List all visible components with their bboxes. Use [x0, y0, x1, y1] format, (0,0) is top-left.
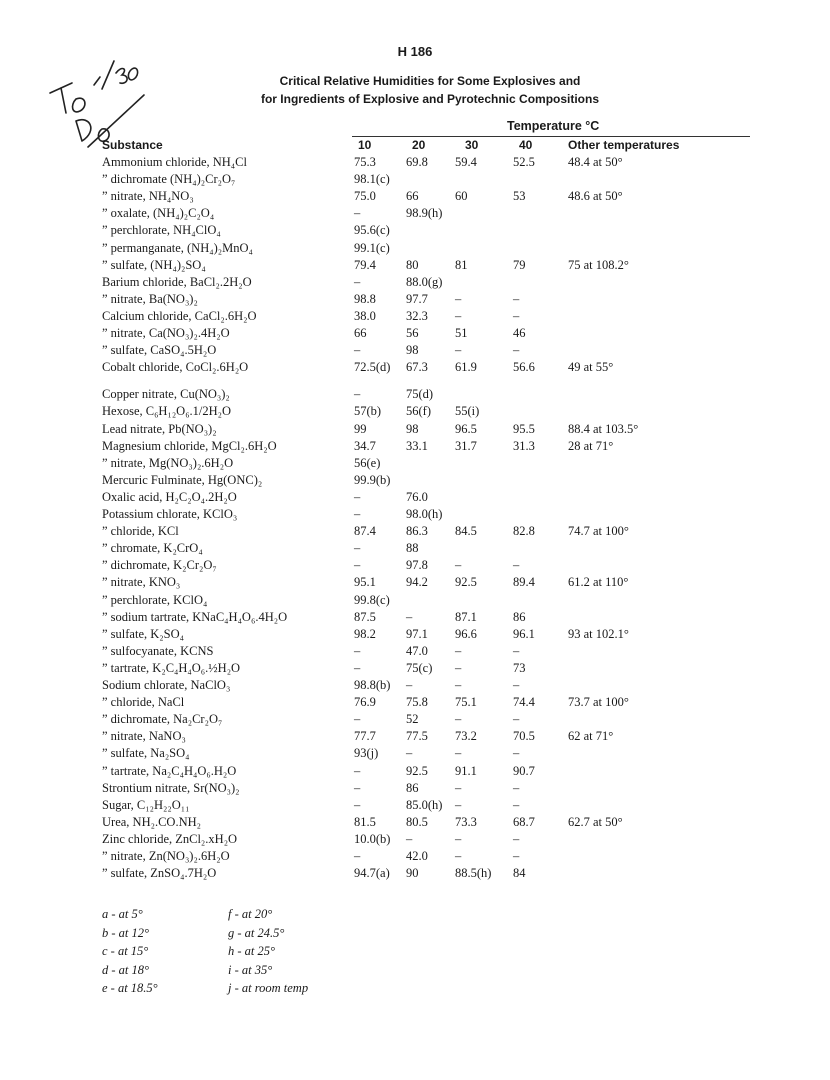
- humidity-cell-20: 69.8: [406, 155, 428, 169]
- table-row: [0, 866, 830, 883]
- humidity-cell-30: 31.7: [455, 438, 477, 453]
- humidity-cell-20: 85.0(h): [406, 797, 443, 812]
- col-20-header: 20: [412, 138, 426, 152]
- substance-cell: Ammonium chloride, NH₄Cl: [102, 155, 247, 169]
- humidity-cell-30: 84.5: [455, 524, 477, 539]
- other-temp-cell: 74.7 at 100°: [568, 524, 629, 539]
- table-row: [0, 309, 830, 326]
- humidity-cell-40: 90.7: [513, 763, 535, 778]
- humidity-cell-30: 51: [455, 326, 468, 340]
- substance-cell: Oxalic acid, H₂C₂O₄.2H₂O: [102, 489, 237, 504]
- humidity-cell-30: –: [455, 308, 462, 323]
- substance-cell: ” nitrate, NaNO₃: [102, 729, 186, 744]
- humidity-cell-10: 87.4: [354, 524, 376, 539]
- humidity-cell-10: –: [354, 780, 361, 795]
- table-row: [0, 422, 830, 439]
- other-temp-cell: 61.2 at 110°: [568, 575, 629, 590]
- substance-cell: ” nitrate, KNO₃: [102, 575, 181, 590]
- other-temp-cell: 48.6 at 50°: [568, 189, 623, 204]
- humidity-cell-10: –: [354, 712, 361, 727]
- humidity-cell-30: –: [455, 678, 462, 692]
- table-row: [0, 678, 830, 695]
- humidity-cell-20: 88.0(g): [406, 274, 443, 289]
- substance-cell: ” sulfate, CaSO₄.5H₂O: [102, 343, 217, 358]
- table-row: [0, 644, 830, 661]
- humidity-cell-20: 80: [406, 257, 419, 272]
- humidity-cell-40: 89.4: [513, 575, 535, 590]
- col-30-header: 30: [465, 138, 479, 152]
- table-row: [0, 746, 830, 763]
- humidity-cell-30: 61.9: [455, 360, 477, 375]
- humidity-cell-20: 75.8: [406, 695, 428, 710]
- humidity-cell-10: 57(b): [354, 404, 382, 419]
- humidity-cell-20: 98.0(h): [406, 507, 443, 521]
- humidity-cell-10: 95.6(c): [354, 223, 390, 238]
- col-40-header: 40: [519, 138, 533, 152]
- table-row: [0, 541, 830, 558]
- humidity-cell-40: –: [513, 291, 520, 306]
- temperature-header: Temperature °C: [507, 119, 600, 133]
- table-row: [0, 258, 830, 275]
- humidity-cell-20: 88: [406, 541, 419, 556]
- substance-cell: ” nitrate, Ba(NO₃)₂: [102, 291, 198, 306]
- table-row: [0, 404, 830, 421]
- substance-cell: ” dichromate (NH₄)₂Cr₂O₇: [102, 172, 236, 187]
- footnote: d - at 18°: [102, 962, 150, 977]
- humidity-cell-40: 56.6: [513, 360, 535, 375]
- humidity-cell-30: 96.5: [455, 421, 477, 436]
- other-temp-cell: 28 at 71°: [568, 438, 614, 453]
- other-temp-cell: 88.4 at 103.5°: [568, 421, 639, 436]
- humidity-cell-20: 97.1: [406, 626, 428, 641]
- humidity-cell-20: 47.0: [406, 643, 428, 658]
- humidity-cell-30: 88.5(h): [455, 866, 492, 881]
- humidity-cell-30: 73.2: [455, 729, 477, 744]
- table-row: [0, 507, 830, 524]
- humidity-cell-10: 38.0: [354, 308, 376, 323]
- other-temp-cell: 73.7 at 100°: [568, 695, 629, 710]
- footnote: f - at 20°: [228, 907, 273, 921]
- humidity-cell-40: 73: [513, 660, 526, 675]
- table-row: [0, 343, 830, 360]
- substance-cell: Strontium nitrate, Sr(NO₃)₂: [102, 780, 240, 795]
- substance-cell: Mercuric Fulminate, Hg(ONC)₂: [102, 472, 263, 487]
- footnote: b - at 12°: [102, 925, 150, 940]
- humidity-cell-10: 98.2: [354, 626, 376, 641]
- humidity-cell-30: –: [455, 558, 462, 573]
- humidity-cell-20: 90: [406, 866, 419, 881]
- table-row: [0, 360, 830, 377]
- humidity-cell-40: 84: [513, 866, 526, 881]
- humidity-cell-30: 60: [455, 189, 468, 204]
- substance-cell: Zinc chloride, ZnCl₂.xH₂O: [102, 831, 238, 846]
- substance-cell: ” sulfate, ZnSO₄.7H₂O: [102, 866, 217, 881]
- substance-cell: Urea, NH₂.CO.NH₂: [102, 814, 201, 829]
- humidity-cell-10: 10.0(b): [354, 831, 391, 846]
- substance-cell: ” nitrate, Ca(NO₃)₂.4H₂O: [102, 326, 230, 340]
- humidity-cell-20: 32.3: [406, 308, 428, 323]
- other-temp-cell: 48.4 at 50°: [568, 155, 623, 169]
- table-row: [0, 558, 830, 575]
- humidity-cell-20: 86.3: [406, 524, 428, 539]
- humidity-cell-30: 75.1: [455, 695, 477, 710]
- other-temp-cell: 75 at 108.2°: [568, 257, 629, 272]
- substance-cell: ” oxalate, (NH₄)₂C₂O₄: [102, 206, 215, 221]
- substance-cell: Cobalt chloride, CoCl₂.6H₂O: [102, 360, 249, 375]
- humidity-cell-30: –: [455, 849, 462, 863]
- other-temp-cell: 62.7 at 50°: [568, 814, 623, 829]
- humidity-cell-40: –: [513, 797, 520, 812]
- substance-cell: ” dichromate, Na₂Cr₂O₇: [102, 712, 223, 727]
- humidity-cell-30: 92.5: [455, 575, 477, 590]
- table-row: [0, 832, 830, 849]
- humidity-cell-40: 70.5: [513, 729, 535, 744]
- humidity-cell-40: 46: [513, 326, 526, 340]
- humidity-cell-30: 81: [455, 257, 468, 272]
- humidity-cell-40: –: [513, 343, 520, 358]
- humidity-cell-10: –: [354, 343, 361, 358]
- humidity-cell-10: –: [354, 507, 361, 521]
- table-row: [0, 490, 830, 507]
- humidity-cell-20: 75(d): [406, 387, 434, 402]
- humidity-cell-20: 94.2: [406, 575, 428, 590]
- footnote: e - at 18.5°: [102, 981, 158, 995]
- table-row: [0, 627, 830, 644]
- humidity-cell-40: 96.1: [513, 626, 535, 641]
- humidity-cell-20: 56(f): [406, 404, 431, 419]
- table-row: [0, 815, 830, 832]
- humidity-cell-20: 76.0: [406, 489, 428, 504]
- humidity-cell-30: –: [455, 797, 462, 812]
- table-row: [0, 292, 830, 309]
- substance-cell: ” dichromate, K₂Cr₂O₇: [102, 558, 217, 573]
- humidity-cell-20: 52: [406, 712, 419, 727]
- humidity-cell-30: –: [455, 831, 462, 846]
- humidity-cell-10: 56(e): [354, 455, 381, 470]
- humidity-cell-30: 91.1: [455, 763, 477, 778]
- footnote: c - at 15°: [102, 944, 149, 958]
- humidity-cell-10: 94.7(a): [354, 866, 390, 881]
- humidity-cell-40: 95.5: [513, 421, 535, 436]
- humidity-cell-40: –: [513, 308, 520, 323]
- humidity-cell-10: –: [354, 541, 361, 556]
- table-row: [0, 729, 830, 746]
- table-row: [0, 223, 830, 240]
- humidity-cell-10: 66: [354, 326, 367, 340]
- table-row: [0, 849, 830, 866]
- footnote: j - at room temp: [228, 981, 309, 995]
- other-temp-cell: 62 at 71°: [568, 729, 614, 744]
- humidity-cell-10: –: [354, 643, 361, 658]
- humidity-cell-40: –: [513, 558, 520, 573]
- humidity-cell-30: –: [455, 660, 462, 675]
- humidity-cell-30: –: [455, 712, 462, 727]
- humidity-cell-30: –: [455, 343, 462, 358]
- humidity-cell-10: 95.1: [354, 575, 376, 590]
- humidity-cell-10: –: [354, 660, 361, 675]
- footnote: h - at 25°: [228, 944, 276, 958]
- humidity-cell-20: 77.5: [406, 729, 428, 744]
- table-row: [0, 610, 830, 627]
- humidity-cell-40: 79: [513, 257, 526, 272]
- humidity-cell-10: 99.1(c): [354, 240, 390, 255]
- table-row: [0, 473, 830, 490]
- humidity-cell-20: 67.3: [406, 360, 428, 375]
- humidity-cell-20: 66: [406, 189, 419, 204]
- substance-cell: Sugar, C₁₂H₂₂O₁₁: [102, 797, 190, 812]
- humidity-cell-10: 79.4: [354, 257, 376, 272]
- substance-cell: Potassium chlorate, KClO₃: [102, 507, 238, 521]
- table-row: [0, 189, 830, 206]
- humidity-cell-10: 76.9: [354, 695, 376, 710]
- humidity-cell-20: 80.5: [406, 814, 428, 829]
- table-row: [0, 695, 830, 712]
- humidity-cell-10: 34.7: [354, 438, 376, 453]
- humidity-cell-40: –: [513, 831, 520, 846]
- humidity-cell-40: –: [513, 712, 520, 727]
- humidity-cell-10: –: [354, 206, 361, 221]
- substance-cell: ” nitrate, NH₄NO₃: [102, 189, 194, 204]
- humidity-cell-40: –: [513, 780, 520, 795]
- humidity-cell-20: 42.0: [406, 849, 428, 863]
- humidity-cell-10: –: [354, 763, 361, 778]
- humidity-cell-20: –: [406, 609, 413, 624]
- table-row: [0, 275, 830, 292]
- humidity-cell-30: 73.3: [455, 814, 477, 829]
- humidity-cell-20: 97.7: [406, 291, 428, 306]
- humidity-cell-30: 87.1: [455, 609, 477, 624]
- footnote: g - at 24.5°: [228, 925, 285, 940]
- substance-cell: ” sulfate, Na₂SO₄: [102, 746, 190, 761]
- table-row: [0, 781, 830, 798]
- other-temperatures-header: Other temperatures: [568, 138, 680, 152]
- substance-cell: ” perchlorate, NH₄ClO₄: [102, 223, 221, 238]
- humidity-cell-40: 86: [513, 609, 526, 624]
- humidity-cell-10: –: [354, 274, 361, 289]
- table-row: [0, 439, 830, 456]
- humidity-cell-10: 81.5: [354, 814, 376, 829]
- footnote: a - at 5°: [102, 907, 143, 921]
- substance-cell: ” sulfocyanate, KCNS: [102, 643, 214, 658]
- table-row: [0, 206, 830, 223]
- humidity-cell-10: 87.5: [354, 609, 376, 624]
- table-row: [0, 241, 830, 258]
- table-row: [0, 712, 830, 729]
- humidity-cell-30: –: [455, 746, 462, 761]
- substance-cell: ” sulfate, K₂SO₄: [102, 626, 184, 641]
- humidity-cell-20: 33.1: [406, 438, 428, 453]
- table-row: [0, 798, 830, 815]
- humidity-cell-30: 59.4: [455, 155, 477, 169]
- humidity-cell-20: –: [406, 831, 413, 846]
- humidity-cell-40: –: [513, 678, 520, 692]
- humidity-cell-20: 98: [406, 343, 419, 358]
- table-row: [0, 172, 830, 189]
- humidity-cell-10: 72.5(d): [354, 360, 391, 375]
- humidity-cell-20: 92.5: [406, 763, 428, 778]
- substance-cell: ” nitrate, Zn(NO₃)₂.6H₂O: [102, 849, 230, 863]
- substance-cell: ” chloride, NaCl: [102, 695, 185, 710]
- humidity-cell-10: 98.1(c): [354, 172, 390, 187]
- substance-cell: ” tartrate, K₂C₄H₄O₆.½H₂O: [102, 660, 241, 675]
- table-row: [0, 524, 830, 541]
- humidity-cell-20: 98.9(h): [406, 206, 443, 221]
- humidity-cell-30: 55(i): [455, 404, 480, 419]
- substance-cell: ” chromate, K₂CrO₄: [102, 541, 203, 556]
- substance-cell: Sodium chlorate, NaClO₃: [102, 678, 231, 692]
- substance-cell: ” permanganate, (NH₄)₂MnO₄: [102, 240, 253, 255]
- humidity-cell-10: 75.0: [354, 189, 376, 204]
- substance-cell: Copper nitrate, Cu(NO₃)₂: [102, 387, 230, 402]
- humidity-cell-30: –: [455, 291, 462, 306]
- humidity-cell-40: –: [513, 849, 520, 863]
- humidity-cell-20: 86: [406, 780, 419, 795]
- humidity-cell-20: –: [406, 746, 413, 761]
- substance-cell: Barium chloride, BaCl₂.2H₂O: [102, 274, 252, 289]
- humidity-cell-20: 97.8: [406, 558, 428, 573]
- substance-cell: ” chloride, KCl: [102, 524, 179, 539]
- substance-cell: Calcium chloride, CaCl₂.6H₂O: [102, 308, 257, 323]
- humidity-cell-40: 68.7: [513, 814, 535, 829]
- humidity-cell-10: 98.8(b): [354, 678, 391, 692]
- humidity-cell-10: 99.8(c): [354, 592, 390, 607]
- humidity-cell-10: –: [354, 387, 361, 402]
- table-row: [0, 593, 830, 610]
- humidity-cell-20: 75(c): [406, 660, 433, 675]
- humidity-cell-40: 53: [513, 189, 526, 204]
- humidity-cell-20: 98: [406, 421, 419, 436]
- substance-cell: ” sulfate, (NH₄)₂SO₄: [102, 257, 206, 272]
- humidity-cell-10: 99: [354, 421, 367, 436]
- substance-cell: ” sodium tartrate, KNaC₄H₄O₆.4H₂O: [102, 609, 288, 624]
- page-number: H 186: [397, 44, 433, 59]
- humidity-cell-40: –: [513, 746, 520, 761]
- humidity-cell-20: –: [406, 678, 413, 692]
- humidity-cell-30: –: [455, 780, 462, 795]
- substance-cell: ” nitrate, Mg(NO₃)₂.6H₂O: [102, 455, 234, 470]
- table-title-line-1: Critical Relative Humidities for Some Explosives and: [279, 74, 581, 88]
- substance-cell: Hexose, C₆H₁₂O₆.1/2H₂O: [102, 404, 232, 419]
- table-title-line-2: for Ingredients of Explosive and Pyrotechnic Compositions: [260, 92, 600, 106]
- table-row: [0, 155, 830, 172]
- substance-cell: Lead nitrate, Pb(NO₃)₂: [102, 421, 217, 436]
- humidity-cell-40: 31.3: [513, 438, 535, 453]
- humidity-cell-10: –: [354, 558, 361, 573]
- table-row: [0, 456, 830, 473]
- humidity-cell-30: 96.6: [455, 626, 477, 641]
- table-row: [0, 387, 830, 404]
- table-row: [0, 326, 830, 343]
- humidity-cell-10: –: [354, 849, 361, 863]
- humidity-cell-10: 99.9(b): [354, 472, 391, 487]
- humidity-cell-20: 56: [406, 326, 419, 340]
- humidity-cell-10: 77.7: [354, 729, 376, 744]
- humidity-cell-40: –: [513, 643, 520, 658]
- humidity-cell-10: –: [354, 489, 361, 504]
- humidity-cell-40: 74.4: [513, 695, 535, 710]
- col-10-header: 10: [358, 138, 372, 152]
- table-row: [0, 661, 830, 678]
- other-temp-cell: 93 at 102.1°: [568, 626, 629, 641]
- substance-cell: ” perchlorate, KClO₄: [102, 592, 208, 607]
- table-row: [0, 575, 830, 592]
- humidity-cell-30: –: [455, 643, 462, 658]
- substance-header: Substance: [102, 138, 163, 152]
- footnote: i - at 35°: [228, 962, 273, 977]
- humidity-cell-10: 93(j): [354, 746, 379, 761]
- humidity-cell-40: 82.8: [513, 524, 535, 539]
- substance-cell: ” tartrate, Na₂C₄H₄O₆.H₂O: [102, 763, 237, 778]
- other-temp-cell: 49 at 55°: [568, 360, 614, 375]
- humidity-cell-40: 52.5: [513, 155, 535, 169]
- table-row: [0, 764, 830, 781]
- humidity-cell-10: 98.8: [354, 291, 376, 306]
- humidity-cell-10: 75.3: [354, 155, 376, 169]
- substance-cell: Magnesium chloride, MgCl₂.6H₂O: [102, 438, 277, 453]
- humidity-cell-10: –: [354, 797, 361, 812]
